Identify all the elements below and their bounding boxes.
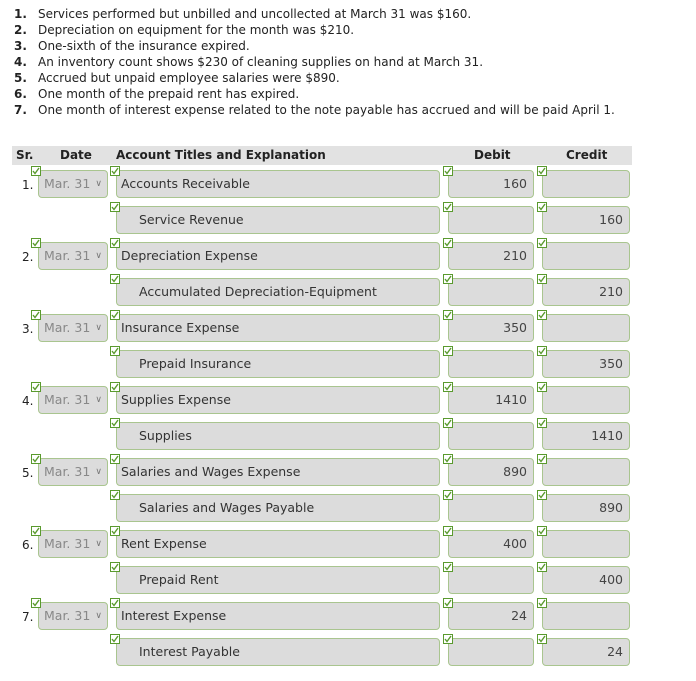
instruction-item (14, 70, 615, 86)
check-icon (443, 238, 453, 248)
debit-amount-input[interactable] (448, 566, 534, 594)
check-icon (537, 526, 547, 536)
credit-account-input[interactable]: Salaries and Wages Payable (116, 494, 440, 522)
table-row (0, 422, 696, 458)
check-icon (443, 598, 453, 608)
date-value: Mar. 31 (44, 536, 91, 551)
instruction-text: One month of interest expense related to the note payable has accrued and will be paid April 1. (38, 103, 615, 117)
table-row (0, 566, 696, 602)
check-icon (110, 418, 120, 428)
header-sr: Sr. (16, 148, 34, 162)
check-icon (443, 454, 453, 464)
table-row (0, 242, 696, 278)
debit-amount-input[interactable] (448, 278, 534, 306)
check-icon (110, 598, 120, 608)
chevron-down-icon: ∨ (95, 395, 102, 405)
chevron-down-icon: ∨ (95, 611, 102, 621)
check-icon (443, 562, 453, 572)
credit-amount-input[interactable] (542, 602, 630, 630)
check-icon (443, 418, 453, 428)
check-icon (110, 310, 120, 320)
instruction-text: Services performed but unbilled and uncollected at March 31 was $160. (38, 7, 472, 21)
chevron-down-icon: ∨ (95, 323, 102, 333)
entry-number: 4. (22, 394, 34, 408)
check-icon (443, 346, 453, 356)
date-select[interactable] (38, 458, 108, 486)
check-icon (537, 166, 547, 176)
table-row (0, 602, 696, 638)
check-icon (31, 238, 41, 248)
check-icon (31, 526, 41, 536)
check-icon (110, 382, 120, 392)
debit-amount-input[interactable] (448, 422, 534, 450)
entry-number: 7. (22, 610, 34, 624)
debit-account-input[interactable]: Interest Expense (116, 602, 440, 630)
table-row (0, 458, 696, 494)
credit-account-input[interactable]: Supplies (116, 422, 440, 450)
table-row (0, 350, 696, 386)
check-icon (110, 562, 120, 572)
table-row (0, 386, 696, 422)
chevron-down-icon: ∨ (95, 539, 102, 549)
credit-amount-input[interactable]: 1410 (542, 422, 630, 450)
check-icon (443, 382, 453, 392)
check-icon (110, 202, 120, 212)
table-row (0, 494, 696, 530)
credit-account-input[interactable]: Prepaid Insurance (116, 350, 440, 378)
check-icon (537, 418, 547, 428)
debit-amount-input[interactable]: 400 (448, 530, 534, 558)
debit-amount-input[interactable]: 160 (448, 170, 534, 198)
date-select[interactable] (38, 386, 108, 414)
check-icon (537, 238, 547, 248)
check-icon (443, 166, 453, 176)
credit-account-input[interactable]: Interest Payable (116, 638, 440, 666)
entry-number: 3. (22, 322, 34, 336)
table-row (0, 530, 696, 566)
check-icon (31, 166, 41, 176)
date-value: Mar. 31 (44, 608, 91, 623)
credit-amount-input[interactable]: 350 (542, 350, 630, 378)
check-icon (537, 490, 547, 500)
check-icon (31, 454, 41, 464)
check-icon (537, 562, 547, 572)
check-icon (537, 346, 547, 356)
credit-amount-input[interactable] (542, 314, 630, 342)
header-debit: Debit (474, 148, 511, 162)
instruction-number: 5. (14, 71, 27, 85)
instruction-text: One month of the prepaid rent has expired. (38, 87, 300, 101)
instruction-item (14, 54, 615, 70)
check-icon (537, 310, 547, 320)
debit-account-input[interactable]: Supplies Expense (116, 386, 440, 414)
chevron-down-icon: ∨ (95, 179, 102, 189)
check-icon (443, 526, 453, 536)
instruction-item (14, 38, 615, 54)
table-row (0, 206, 696, 242)
check-icon (31, 598, 41, 608)
instruction-item (14, 102, 615, 118)
credit-amount-input[interactable]: 160 (542, 206, 630, 234)
instruction-number: 7. (14, 103, 27, 117)
instruction-text: An inventory count shows $230 of cleaning supplies on hand at March 31. (38, 55, 484, 69)
check-icon (537, 382, 547, 392)
credit-amount-input[interactable] (542, 242, 630, 270)
date-value: Mar. 31 (44, 392, 91, 407)
table-row (0, 638, 696, 674)
date-select[interactable] (38, 602, 108, 630)
debit-amount-input[interactable] (448, 206, 534, 234)
table-row (0, 314, 696, 350)
credit-account-input[interactable]: Accumulated Depreciation-Equipment (116, 278, 440, 306)
check-icon (443, 202, 453, 212)
table-row (0, 278, 696, 314)
chevron-down-icon: ∨ (95, 251, 102, 261)
check-icon (110, 274, 120, 284)
debit-amount-input[interactable]: 24 (448, 602, 534, 630)
credit-amount-input[interactable] (542, 458, 630, 486)
instruction-item (14, 86, 615, 102)
date-select[interactable] (38, 314, 108, 342)
check-icon (537, 454, 547, 464)
check-icon (110, 238, 120, 248)
check-icon (443, 310, 453, 320)
check-icon (537, 598, 547, 608)
check-icon (110, 490, 120, 500)
debit-account-input[interactable]: Accounts Receivable (116, 170, 440, 198)
check-icon (31, 310, 41, 320)
check-icon (537, 634, 547, 644)
credit-amount-input[interactable]: 24 (542, 638, 630, 666)
chevron-down-icon: ∨ (95, 467, 102, 477)
check-icon (110, 634, 120, 644)
check-icon (443, 634, 453, 644)
entry-number: 2. (22, 250, 34, 264)
credit-amount-input[interactable]: 210 (542, 278, 630, 306)
credit-amount-input[interactable] (542, 530, 630, 558)
check-icon (537, 274, 547, 284)
date-value: Mar. 31 (44, 464, 91, 479)
debit-amount-input[interactable]: 210 (448, 242, 534, 270)
instruction-number: 3. (14, 39, 27, 53)
check-icon (443, 274, 453, 284)
debit-amount-input[interactable] (448, 350, 534, 378)
debit-account-input[interactable]: Depreciation Expense (116, 242, 440, 270)
instruction-text: One-sixth of the insurance expired. (38, 39, 250, 53)
debit-account-input[interactable]: Rent Expense (116, 530, 440, 558)
entry-number: 1. (22, 178, 34, 192)
journal-table-header (12, 146, 632, 165)
check-icon (110, 526, 120, 536)
instruction-number: 4. (14, 55, 27, 69)
credit-account-input[interactable]: Prepaid Rent (116, 566, 440, 594)
check-icon (110, 166, 120, 176)
header-account: Account Titles and Explanation (116, 148, 326, 162)
debit-amount-input[interactable] (448, 494, 534, 522)
instruction-item (14, 6, 615, 22)
credit-amount-input[interactable] (542, 170, 630, 198)
date-select[interactable] (38, 170, 108, 198)
table-row (0, 170, 696, 206)
check-icon (443, 490, 453, 500)
credit-account-input[interactable]: Service Revenue (116, 206, 440, 234)
entry-number: 5. (22, 466, 34, 480)
date-value: Mar. 31 (44, 248, 91, 263)
debit-amount-input[interactable] (448, 638, 534, 666)
check-icon (110, 346, 120, 356)
check-icon (537, 202, 547, 212)
credit-amount-input[interactable] (542, 386, 630, 414)
date-value: Mar. 31 (44, 176, 91, 191)
instructions-list (14, 6, 615, 118)
date-value: Mar. 31 (44, 320, 91, 335)
debit-account-input[interactable]: Salaries and Wages Expense (116, 458, 440, 486)
header-date: Date (60, 148, 92, 162)
instruction-item (14, 22, 615, 38)
instruction-text: Depreciation on equipment for the month was $210. (38, 23, 355, 37)
date-select[interactable] (38, 530, 108, 558)
check-icon (110, 454, 120, 464)
credit-amount-input[interactable]: 890 (542, 494, 630, 522)
check-icon (31, 382, 41, 392)
debit-amount-input[interactable]: 350 (448, 314, 534, 342)
header-credit: Credit (566, 148, 608, 162)
debit-account-input[interactable]: Insurance Expense (116, 314, 440, 342)
debit-amount-input[interactable]: 890 (448, 458, 534, 486)
debit-amount-input[interactable]: 1410 (448, 386, 534, 414)
credit-amount-input[interactable]: 400 (542, 566, 630, 594)
date-select[interactable] (38, 242, 108, 270)
instruction-number: 2. (14, 23, 27, 37)
instruction-number: 1. (14, 7, 27, 21)
instruction-text: Accrued but unpaid employee salaries were $890. (38, 71, 340, 85)
instruction-number: 6. (14, 87, 27, 101)
entry-number: 6. (22, 538, 34, 552)
